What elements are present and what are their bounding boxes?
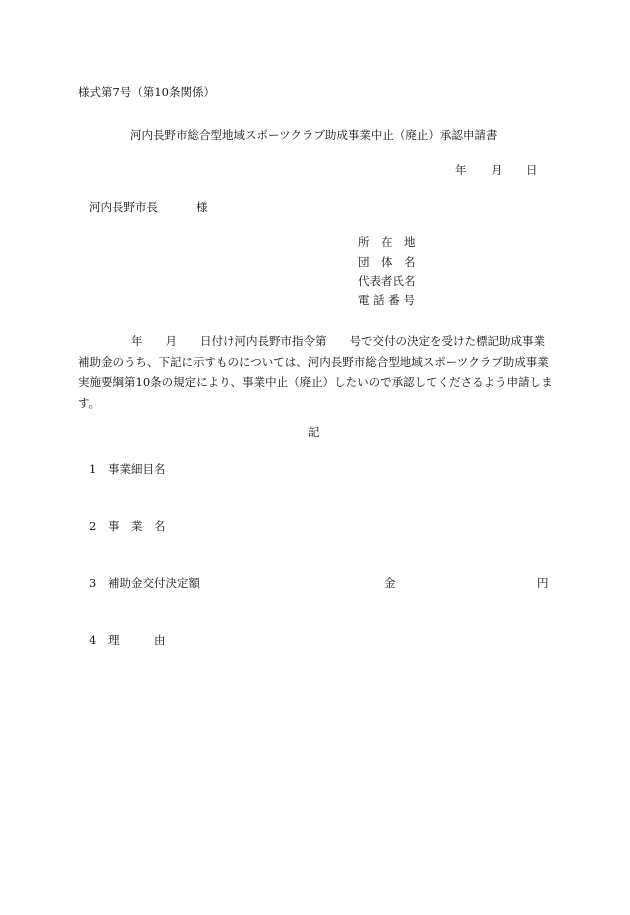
item-number: 1	[89, 462, 97, 476]
date-month: 月	[491, 163, 503, 177]
amount-suffix: 円	[537, 576, 549, 590]
addressee-honorific: 様	[196, 200, 208, 214]
item-label: 理 由	[108, 633, 166, 647]
date-day: 日	[526, 163, 538, 177]
field-representative-label: 代表者氏名	[358, 274, 416, 288]
item-label: 補助金交付決定額	[108, 576, 200, 590]
addressee-name: 河内長野市長	[89, 200, 158, 214]
field-phone-label: 電 話 番 号	[358, 293, 415, 307]
item-number: 3	[89, 576, 97, 590]
item-label: 事業細目名	[108, 462, 166, 476]
document-title: 河内長野市総合型地域スポーツクラブ助成事業中止（廃止）承認申請書	[130, 128, 498, 142]
application-body-text: 年 月 日付け河内長野市指令第 号で交付の決定を受けた標記助成事業補助金のうち、下記に示すものについては、河内長野市総合型地域スポーツクラブ助成事業実施要綱第10条の規定により、事業中止（廃止）したいので承認してくださるよう申請します。	[78, 334, 553, 410]
amount-prefix: 金	[384, 576, 396, 590]
field-address-label: 所 在 地	[358, 235, 416, 249]
date-year: 年	[455, 163, 467, 177]
field-organization-label: 団 体 名	[358, 255, 416, 269]
item-label: 事 業 名	[108, 519, 166, 533]
item-number: 2	[89, 519, 97, 533]
item-number: 4	[89, 633, 97, 647]
note-heading: 記	[308, 425, 320, 439]
form-number: 様式第7号（第10条関係）	[78, 85, 215, 99]
